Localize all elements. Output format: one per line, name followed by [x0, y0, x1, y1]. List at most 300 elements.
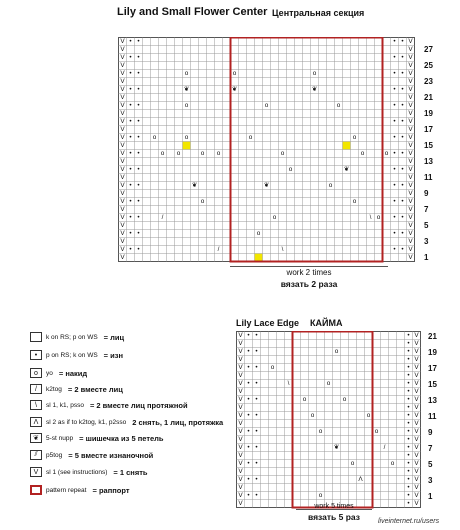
chart-symbol: • [393, 38, 396, 46]
bottom-chart-subtitle: КАЙМА [310, 318, 343, 328]
legend-symbol: ⫽ [30, 450, 42, 460]
chart-symbol: • [393, 230, 396, 238]
chart-symbol: • [407, 356, 410, 364]
chart-symbol: • [401, 150, 404, 158]
chart-symbol: V [238, 412, 243, 420]
legend-label: sl 1 (see instructions) [46, 468, 108, 476]
chart-symbol: V [414, 500, 419, 508]
chart-symbol: V [408, 38, 413, 46]
chart-symbol: V [408, 78, 413, 86]
chart-symbol: o [318, 492, 323, 500]
chart-symbol: • [247, 476, 250, 484]
chart-symbol: V [120, 86, 125, 94]
bottom-chart-title: Lily Lace Edge [236, 318, 300, 328]
chart-symbol: V [408, 62, 413, 70]
chart-symbol: • [255, 476, 258, 484]
chart-symbol: V [120, 214, 125, 222]
chart-symbol: o [360, 150, 365, 158]
chart-symbol: • [129, 38, 132, 46]
chart-symbol: V [238, 380, 243, 388]
legend-item [30, 367, 87, 379]
chart-symbol: • [129, 102, 132, 110]
chart-symbol: V [414, 444, 419, 452]
chart-symbol: V [408, 174, 413, 182]
chart-symbol: o [272, 214, 277, 222]
chart-symbol: • [255, 460, 258, 468]
chart-symbol: V [414, 468, 419, 476]
chart-symbol: o [326, 380, 331, 388]
legend-symbol [30, 332, 42, 342]
chart-symbol: V [408, 102, 413, 110]
chart-symbol: • [129, 54, 132, 62]
chart-symbol: V [120, 54, 125, 62]
chart-symbol: V [120, 190, 125, 198]
bottom-row-number: 3 [428, 476, 433, 485]
legend-label: yo [46, 369, 53, 377]
chart-symbol: • [129, 134, 132, 142]
chart-symbol: • [401, 230, 404, 238]
legend-label: k on RS; p on WS [46, 333, 98, 341]
chart-symbol: • [137, 214, 140, 222]
chart-symbol: • [137, 134, 140, 142]
top-row-number: 17 [424, 125, 433, 134]
legend-item [30, 399, 188, 411]
chart-symbol: V [120, 110, 125, 118]
chart-symbol: • [255, 412, 258, 420]
chart-symbol: • [407, 396, 410, 404]
chart-symbol: V [414, 388, 419, 396]
legend-symbol: V [30, 467, 42, 477]
chart-symbol: • [407, 420, 410, 428]
chart-symbol: V [414, 356, 419, 364]
chart-symbol: V [408, 46, 413, 54]
top-row-number: 19 [424, 109, 433, 118]
chart-symbol: V [408, 190, 413, 198]
legend-translation: = 5 вместе изнаночной [68, 450, 154, 460]
legend-label: k2tog [46, 385, 62, 393]
chart-symbol: o [264, 102, 269, 110]
chart-symbol: V [120, 46, 125, 54]
top-chart-row-numbers [424, 37, 444, 263]
chart-symbol: • [407, 460, 410, 468]
chart-symbol: V [414, 428, 419, 436]
chart-symbol: V [238, 468, 243, 476]
legend-item [30, 331, 124, 343]
chart-symbol: V [408, 254, 413, 262]
top-chart-subtitle: Центральная секция [272, 8, 365, 18]
chart-symbol: V [408, 222, 413, 230]
top-row-number: 27 [424, 45, 433, 54]
chart-symbol: V [120, 222, 125, 230]
chart-symbol: • [393, 54, 396, 62]
legend-symbol: \ [30, 400, 42, 410]
chart-symbol: • [401, 54, 404, 62]
chart-symbol: V [238, 340, 243, 348]
chart-symbol: V [408, 118, 413, 126]
chart-symbol: • [129, 214, 132, 222]
chart-symbol: V [414, 452, 419, 460]
chart-symbol: • [407, 500, 410, 508]
chart-symbol: • [407, 492, 410, 500]
legend-item [30, 383, 123, 395]
chart-symbol: V [238, 452, 243, 460]
chart-symbol: V [238, 436, 243, 444]
chart-symbol: V [414, 404, 419, 412]
chart-symbol: • [393, 86, 396, 94]
highlight-cell [255, 254, 263, 262]
chart-symbol: • [137, 198, 140, 206]
chart-symbol: V [408, 86, 413, 94]
bottom-row-number: 7 [428, 444, 433, 453]
chart-symbol: • [129, 118, 132, 126]
chart-symbol: • [137, 54, 140, 62]
legend-item [30, 484, 130, 496]
chart-symbol: V [408, 158, 413, 166]
chart-symbol: • [137, 150, 140, 158]
legend-item [30, 349, 123, 361]
chart-symbol: • [401, 182, 404, 190]
chart-symbol: o [302, 396, 307, 404]
chart-symbol: • [393, 102, 396, 110]
chart-symbol: • [401, 166, 404, 174]
legend-translation: 2 снять, 1 лиц, протяжка [132, 417, 224, 427]
top-row-number: 3 [424, 237, 429, 246]
chart-symbol: V [408, 166, 413, 174]
top-row-number: 5 [424, 221, 429, 230]
chart-symbol: V [238, 356, 243, 364]
chart-symbol: Λ [358, 476, 363, 484]
chart-symbol: V [238, 476, 243, 484]
bottom-row-number: 1 [428, 492, 433, 501]
chart-symbol: o [376, 214, 381, 222]
chart-symbol: V [414, 412, 419, 420]
chart-symbol: V [408, 126, 413, 134]
chart-symbol: V [408, 214, 413, 222]
chart-symbol: V [408, 230, 413, 238]
top-row-number: 15 [424, 141, 433, 150]
legend-label: sl 1, k1, psso [46, 401, 84, 409]
top-chart-title: Lily and Small Flower Center [117, 6, 268, 18]
chart-symbol: • [401, 214, 404, 222]
highlight-cell [183, 142, 191, 150]
chart-symbol: o [256, 230, 261, 238]
chart-symbol: V [408, 206, 413, 214]
chart-symbol: V [238, 420, 243, 428]
chart-symbol: • [137, 102, 140, 110]
chart-symbol: V [414, 380, 419, 388]
chart-symbol: o [248, 134, 253, 142]
chart-symbol: o [216, 150, 221, 158]
legend-translation: = накид [58, 368, 88, 378]
legend-symbol: o [30, 368, 42, 378]
chart-symbol: • [401, 134, 404, 142]
chart-symbol: / [217, 246, 220, 254]
chart-symbol: V [120, 158, 125, 166]
chart-symbol: • [401, 86, 404, 94]
bottom-row-number: 9 [428, 428, 433, 437]
chart-symbol: V [408, 142, 413, 150]
legend-symbol: • [30, 350, 42, 360]
chart-symbol: V [120, 134, 125, 142]
chart-symbol: V [414, 348, 419, 356]
chart-symbol: o [270, 364, 275, 372]
bottom-row-number: 5 [428, 460, 433, 469]
legend-symbol: / [30, 384, 42, 394]
chart-symbol: ❦ [333, 444, 340, 452]
legend-label: 5-st nupp [46, 434, 74, 442]
chart-symbol: • [407, 484, 410, 492]
top-row-number: 11 [424, 173, 433, 182]
chart-symbol: o [318, 428, 323, 436]
chart-symbol: V [120, 166, 125, 174]
chart-symbol: • [255, 396, 258, 404]
top-row-number: 25 [424, 61, 433, 70]
chart-symbol: • [137, 182, 140, 190]
chart-symbol: V [414, 484, 419, 492]
chart-symbol: V [120, 62, 125, 70]
chart-symbol: o [334, 348, 339, 356]
chart-symbol: • [407, 452, 410, 460]
bottom-row-number: 15 [428, 380, 437, 389]
legend-translation: = 1 снять [113, 467, 148, 477]
highlight-cell [343, 142, 351, 150]
chart-symbol: o [390, 460, 395, 468]
chart-symbol: • [247, 332, 250, 340]
chart-symbol: V [408, 150, 413, 158]
chart-symbol: \ [281, 246, 284, 254]
chart-symbol: V [408, 54, 413, 62]
legend-item [30, 466, 148, 478]
chart-symbol: • [255, 380, 258, 388]
chart-symbol: • [247, 428, 250, 436]
chart-symbol: • [407, 372, 410, 380]
chart-symbol: • [255, 492, 258, 500]
chart-symbol: ❦ [343, 166, 350, 174]
chart-symbol: • [407, 444, 410, 452]
chart-symbol: o [200, 150, 205, 158]
chart-symbol: • [401, 246, 404, 254]
chart-symbol: • [393, 70, 396, 78]
chart-symbol: V [120, 254, 125, 262]
chart-symbol: o [352, 134, 357, 142]
chart-symbol: V [408, 182, 413, 190]
chart-symbol: • [247, 396, 250, 404]
chart-symbol: \ [369, 214, 372, 222]
chart-symbol: • [407, 476, 410, 484]
chart-symbol: ❦ [183, 86, 190, 94]
chart-symbol: V [120, 182, 125, 190]
bottom-row-number: 19 [428, 348, 437, 357]
chart-symbol: o [160, 150, 165, 158]
chart-symbol: o [310, 412, 315, 420]
chart-symbol: • [393, 134, 396, 142]
chart-symbol: V [408, 134, 413, 142]
legend-translation: = раппорт [92, 485, 130, 495]
chart-symbol: • [407, 388, 410, 396]
top-repeat-bracket [230, 266, 388, 267]
chart-symbol: V [120, 174, 125, 182]
chart-symbol: • [407, 332, 410, 340]
chart-symbol: • [401, 70, 404, 78]
chart-symbol: • [393, 198, 396, 206]
chart-symbol: V [414, 332, 419, 340]
top-row-number: 13 [424, 157, 433, 166]
legend-symbol: ❦ [30, 433, 42, 443]
chart-symbol: / [383, 444, 386, 452]
chart-symbol: V [238, 492, 243, 500]
chart-symbol: V [408, 110, 413, 118]
bottom-repeat-caption-ru: вязать 5 раз [307, 512, 360, 522]
legend-item [30, 449, 153, 461]
chart-symbol: V [120, 118, 125, 126]
chart-symbol: • [137, 246, 140, 254]
legend-label: p5tog [46, 451, 63, 459]
chart-symbol: • [401, 38, 404, 46]
chart-symbol: V [120, 206, 125, 214]
chart-symbol: • [255, 428, 258, 436]
chart-symbol: • [129, 230, 132, 238]
chart-symbol: • [255, 364, 258, 372]
chart-symbol: • [407, 468, 410, 476]
chart-symbol: V [238, 460, 243, 468]
chart-symbol: V [238, 364, 243, 372]
chart-symbol: \ [287, 380, 290, 388]
chart-symbol: V [238, 388, 243, 396]
bottom-row-number: 11 [428, 412, 437, 421]
chart-symbol: V [414, 460, 419, 468]
top-row-number: 1 [424, 253, 429, 262]
chart-symbol: o [328, 182, 333, 190]
top-row-number: 7 [424, 205, 429, 214]
chart-symbol: V [120, 94, 125, 102]
chart-symbol: • [137, 86, 140, 94]
chart-symbol: • [129, 86, 132, 94]
pattern-repeat-swatch [30, 485, 42, 495]
chart-symbol: • [407, 412, 410, 420]
chart-symbol: o [384, 150, 389, 158]
bottom-row-number: 13 [428, 396, 437, 405]
chart-symbol: o [288, 166, 293, 174]
chart-symbol: • [129, 166, 132, 174]
chart-symbol: V [120, 238, 125, 246]
chart-symbol: ❦ [263, 182, 270, 190]
chart-symbol: V [408, 198, 413, 206]
chart-symbol: V [414, 492, 419, 500]
chart-symbol: V [408, 94, 413, 102]
chart-symbol: • [255, 348, 258, 356]
chart-symbol: o [280, 150, 285, 158]
chart-symbol: ❦ [231, 86, 238, 94]
chart-symbol: • [407, 340, 410, 348]
chart-symbol: • [129, 150, 132, 158]
chart-symbol: V [238, 444, 243, 452]
chart-symbol: o [342, 396, 347, 404]
chart-symbol: o [350, 460, 355, 468]
chart-symbol: • [247, 412, 250, 420]
legend-translation: = шишечка из 5 петель [79, 433, 164, 443]
chart-symbol: V [120, 78, 125, 86]
chart-symbol: • [401, 102, 404, 110]
legend-translation: = 2 вместе лиц протяжной [89, 400, 188, 410]
chart-symbol: • [401, 118, 404, 126]
bottom-chart-grid [236, 331, 426, 509]
chart-symbol: • [407, 364, 410, 372]
chart-symbol: • [393, 118, 396, 126]
chart-symbol: V [414, 436, 419, 444]
chart-symbol: V [408, 70, 413, 78]
chart-symbol: • [393, 166, 396, 174]
chart-symbol: • [393, 214, 396, 222]
chart-symbol: V [120, 38, 125, 46]
chart-symbol: V [414, 372, 419, 380]
chart-symbol: • [137, 230, 140, 238]
chart-symbol: o [200, 198, 205, 206]
chart-symbol: • [129, 182, 132, 190]
chart-symbol: o [184, 102, 189, 110]
chart-symbol: • [255, 444, 258, 452]
chart-symbol: o [366, 412, 371, 420]
legend-translation: = изн [103, 350, 124, 360]
chart-symbol: • [407, 380, 410, 388]
chart-symbol: • [407, 436, 410, 444]
top-chart-grid [118, 37, 420, 263]
chart-symbol: V [238, 484, 243, 492]
chart-symbol: • [247, 380, 250, 388]
chart-symbol: V [414, 420, 419, 428]
bottom-row-number: 17 [428, 364, 437, 373]
chart-symbol: • [137, 70, 140, 78]
chart-symbol: V [414, 364, 419, 372]
chart-symbol: o [184, 134, 189, 142]
chart-symbol: • [137, 38, 140, 46]
chart-symbol: V [120, 126, 125, 134]
top-row-number: 23 [424, 77, 433, 86]
chart-symbol: ❦ [191, 182, 198, 190]
bottom-repeat-caption: work 5 times [314, 503, 354, 510]
chart-symbol: • [129, 70, 132, 78]
chart-symbol: V [120, 230, 125, 238]
chart-symbol: o [352, 198, 357, 206]
chart-symbol: V [414, 340, 419, 348]
chart-symbol: o [312, 70, 317, 78]
top-repeat-caption-ru: вязать 2 раза [280, 279, 338, 289]
chart-symbol: ❦ [311, 86, 318, 94]
chart-symbol: • [137, 166, 140, 174]
chart-symbol: • [255, 332, 258, 340]
chart-symbol: o [336, 102, 341, 110]
chart-symbol: • [393, 246, 396, 254]
top-repeat-caption: work 2 times [286, 268, 332, 277]
top-row-number: 9 [424, 189, 429, 198]
bottom-row-number: 21 [428, 332, 437, 341]
chart-symbol: o [176, 150, 181, 158]
chart-symbol: • [137, 118, 140, 126]
chart-symbol: V [408, 238, 413, 246]
chart-symbol: • [407, 428, 410, 436]
legend-symbol: Λ [30, 417, 42, 427]
chart-symbol: • [407, 404, 410, 412]
chart-symbol: o [184, 70, 189, 78]
legend-translation: = 2 вместе лиц [67, 384, 123, 394]
chart-symbol: • [247, 492, 250, 500]
chart-symbol: • [393, 150, 396, 158]
chart-symbol: V [238, 396, 243, 404]
watermark: liveinternet.ru/users [378, 518, 440, 525]
chart-symbol: • [247, 444, 250, 452]
chart-symbol: • [247, 460, 250, 468]
chart-symbol: • [393, 182, 396, 190]
chart-symbol: o [374, 428, 379, 436]
